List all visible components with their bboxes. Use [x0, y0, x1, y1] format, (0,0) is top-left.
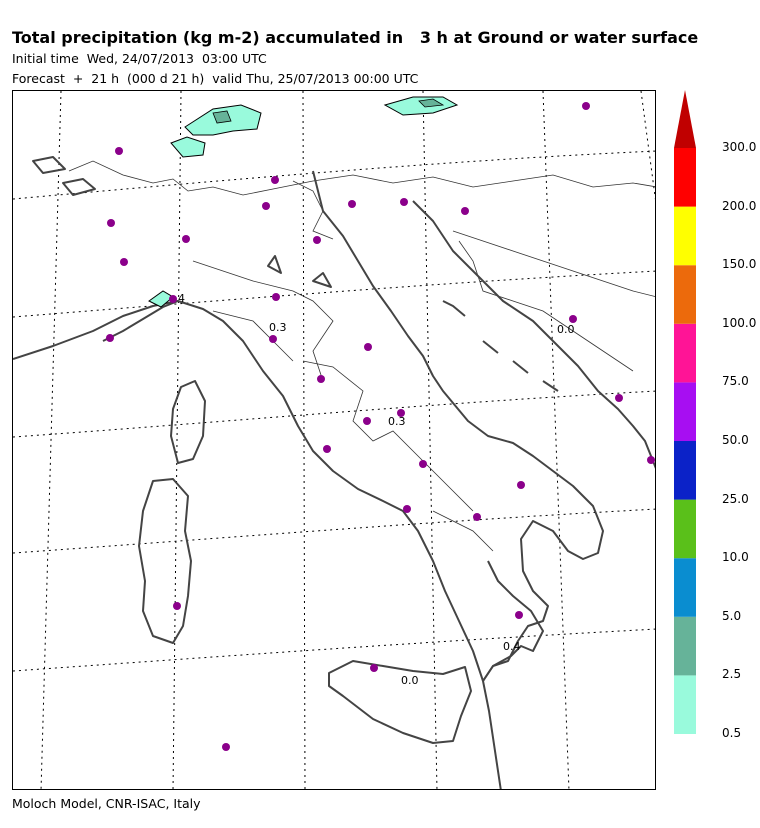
graticule — [13, 91, 656, 790]
legend-swatch — [674, 265, 696, 324]
value-label: 0.3 — [388, 415, 406, 428]
legend-label: 50.0 — [722, 433, 749, 447]
initial-time: Initial time Wed, 24/07/2013 03:00 UTC — [12, 51, 267, 66]
legend-swatch — [674, 617, 696, 676]
legend-arrow — [674, 90, 696, 148]
legend-swatch — [674, 500, 696, 559]
legend-label: 150.0 — [722, 257, 757, 272]
color-legend — [674, 88, 760, 788]
legend-swatch — [674, 148, 696, 207]
legend-swatch — [674, 207, 696, 266]
station-values — [178, 292, 575, 687]
legend-label: 2.5 — [722, 667, 742, 682]
coastline — [13, 157, 656, 790]
value-label: 0.0 — [557, 323, 575, 336]
legend-label: 300.0 — [722, 140, 757, 154]
legend-swatch — [674, 324, 696, 383]
legend-label: 5.0 — [722, 608, 742, 623]
value-label: 0.0 — [401, 674, 419, 687]
legend-label: 75.0 — [722, 374, 749, 389]
value-label: 0.4 — [503, 640, 521, 653]
forecast-time: Forecast + 21 h (000 d 21 h) valid Thu, 25/07/2013 00:00 UTC — [12, 71, 419, 86]
chart-title: Total precipitation (kg m-2) accumulated in 3 h at Ground or water surface — [12, 28, 699, 47]
legend-label: 10.0 — [722, 550, 749, 565]
value-label: 0.3 — [269, 321, 287, 334]
legend-label: 200.0 — [722, 198, 757, 213]
map-svg — [13, 91, 656, 790]
legend-swatch — [674, 382, 696, 441]
legend-label: 25.0 — [722, 491, 749, 506]
legend-label: 0.5 — [722, 726, 742, 740]
legend-swatch — [674, 675, 696, 734]
legend-label: 100.0 — [722, 315, 757, 330]
value-label: 4 — [178, 292, 185, 305]
model-credit: Moloch Model, CNR-ISAC, Italy — [12, 796, 201, 811]
legend-swatch — [674, 441, 696, 500]
legend-swatch — [674, 558, 696, 617]
station-markers — [106, 102, 655, 751]
precipitation-map — [12, 90, 656, 790]
